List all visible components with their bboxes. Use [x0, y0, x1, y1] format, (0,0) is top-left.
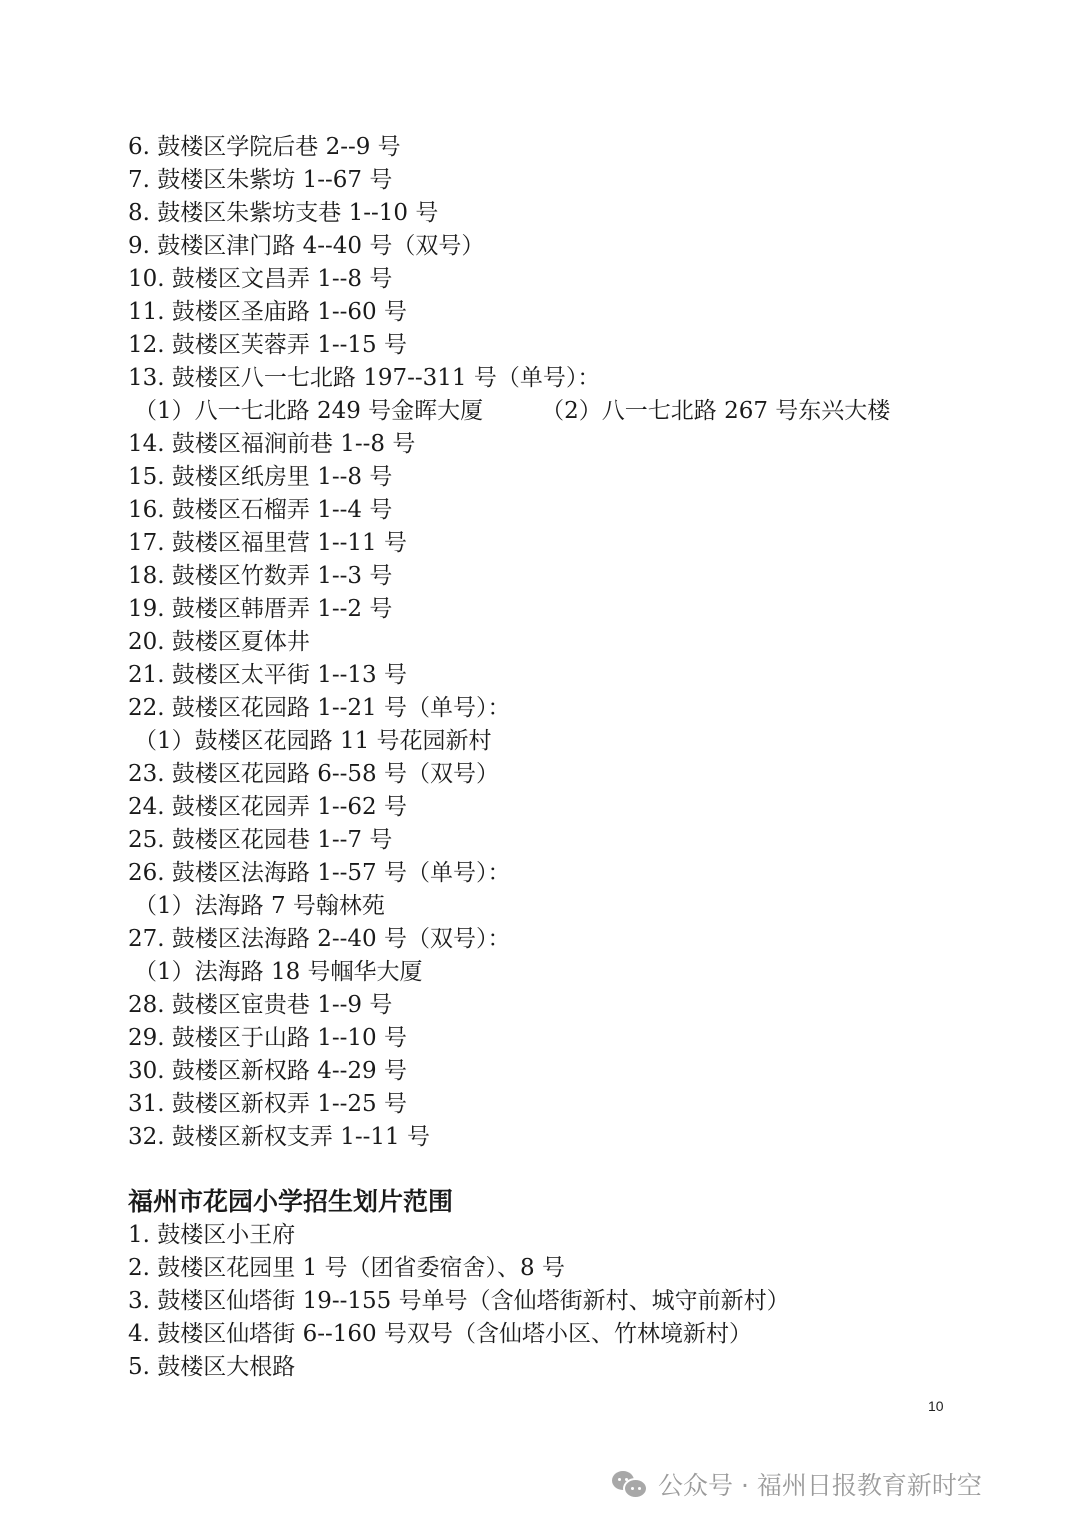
list-item: 3. 鼓楼区仙塔街 19--155 号单号（含仙塔街新村、城守前新村） — [128, 1288, 790, 1314]
list-item: 20. 鼓楼区夏体井 — [128, 629, 310, 655]
enrollment-section — [128, 1185, 1028, 1384]
list-item: 10. 鼓楼区文昌弄 1--8 号 — [128, 266, 393, 292]
list-item: 11. 鼓楼区圣庙路 1--60 号 — [128, 299, 407, 325]
list-item: 29. 鼓楼区于山路 1--10 号 — [128, 1025, 407, 1051]
list-item: 9. 鼓楼区津门路 4--40 号（双号） — [128, 233, 485, 259]
list-item: 12. 鼓楼区芙蓉弄 1--15 号 — [128, 332, 407, 358]
list-item: 28. 鼓楼区宦贵巷 1--9 号 — [128, 992, 393, 1018]
watermark-footer — [612, 1462, 982, 1506]
list-item: 13. 鼓楼区八一七北路 197--311 号（单号）： — [128, 365, 601, 391]
list-item: 2. 鼓楼区花园里 1 号（团省委宿舍）、8 号 — [128, 1255, 565, 1281]
list-item: 26. 鼓楼区法海路 1--57 号（单号）： — [128, 860, 511, 886]
list-item: 19. 鼓楼区韩厝弄 1--2 号 — [128, 596, 393, 622]
list-item: 15. 鼓楼区纸房里 1--8 号 — [128, 464, 393, 490]
list-subitem: （1）法海路 18 号帼华大厦 — [134, 959, 423, 985]
list-item: 14. 鼓楼区福涧前巷 1--8 号 — [128, 431, 416, 457]
section-title: 福州市花园小学招生划片范围 — [128, 1187, 454, 1216]
list-subitem: （1）八一七北路 249 号金晖大厦 — [134, 398, 484, 424]
list-item: 18. 鼓楼区竹数弄 1--3 号 — [128, 563, 393, 589]
list-item: 17. 鼓楼区福里营 1--11 号 — [128, 530, 407, 556]
list-subitem: （1）鼓楼区花园路 11 号花园新村 — [134, 728, 492, 754]
list-item: 25. 鼓楼区花园巷 1--7 号 — [128, 827, 393, 853]
list-item: 24. 鼓楼区花园弄 1--62 号 — [128, 794, 407, 820]
list-item: 6. 鼓楼区学院后巷 2--9 号 — [128, 134, 401, 160]
list-item: 5. 鼓楼区大根路 — [128, 1354, 296, 1380]
list-item: 32. 鼓楼区新权支弄 1--11 号 — [128, 1124, 430, 1150]
address-list — [128, 131, 1028, 1154]
list-item: 1. 鼓楼区小王府 — [128, 1222, 296, 1248]
list-item: 7. 鼓楼区朱紫坊 1--67 号 — [128, 167, 393, 193]
list-item: 27. 鼓楼区法海路 2--40 号（双号）： — [128, 926, 511, 952]
list-subitem: （2）八一七北路 267 号东兴大楼 — [541, 398, 891, 424]
list-subitem-row — [128, 395, 1028, 428]
list-item: 21. 鼓楼区太平街 1--13 号 — [128, 662, 407, 688]
list-item: 4. 鼓楼区仙塔街 6--160 号双号（含仙塔小区、竹林境新村） — [128, 1321, 752, 1347]
list-subitem: （1）法海路 7 号翰林苑 — [134, 893, 385, 919]
list-item: 30. 鼓楼区新权路 4--29 号 — [128, 1058, 407, 1084]
list-item: 22. 鼓楼区花园路 1--21 号（单号）： — [128, 695, 511, 721]
list-item: 16. 鼓楼区石榴弄 1--4 号 — [128, 497, 393, 523]
wechat-icon — [612, 1468, 648, 1500]
list-item: 31. 鼓楼区新权弄 1--25 号 — [128, 1091, 407, 1117]
list-item: 23. 鼓楼区花园路 6--58 号（双号） — [128, 761, 499, 787]
page-number: 10 — [928, 1398, 944, 1414]
list-item: 8. 鼓楼区朱紫坊支巷 1--10 号 — [128, 200, 439, 226]
footer-text: 公众号 · 福州日报教育新时空 — [658, 1471, 982, 1500]
